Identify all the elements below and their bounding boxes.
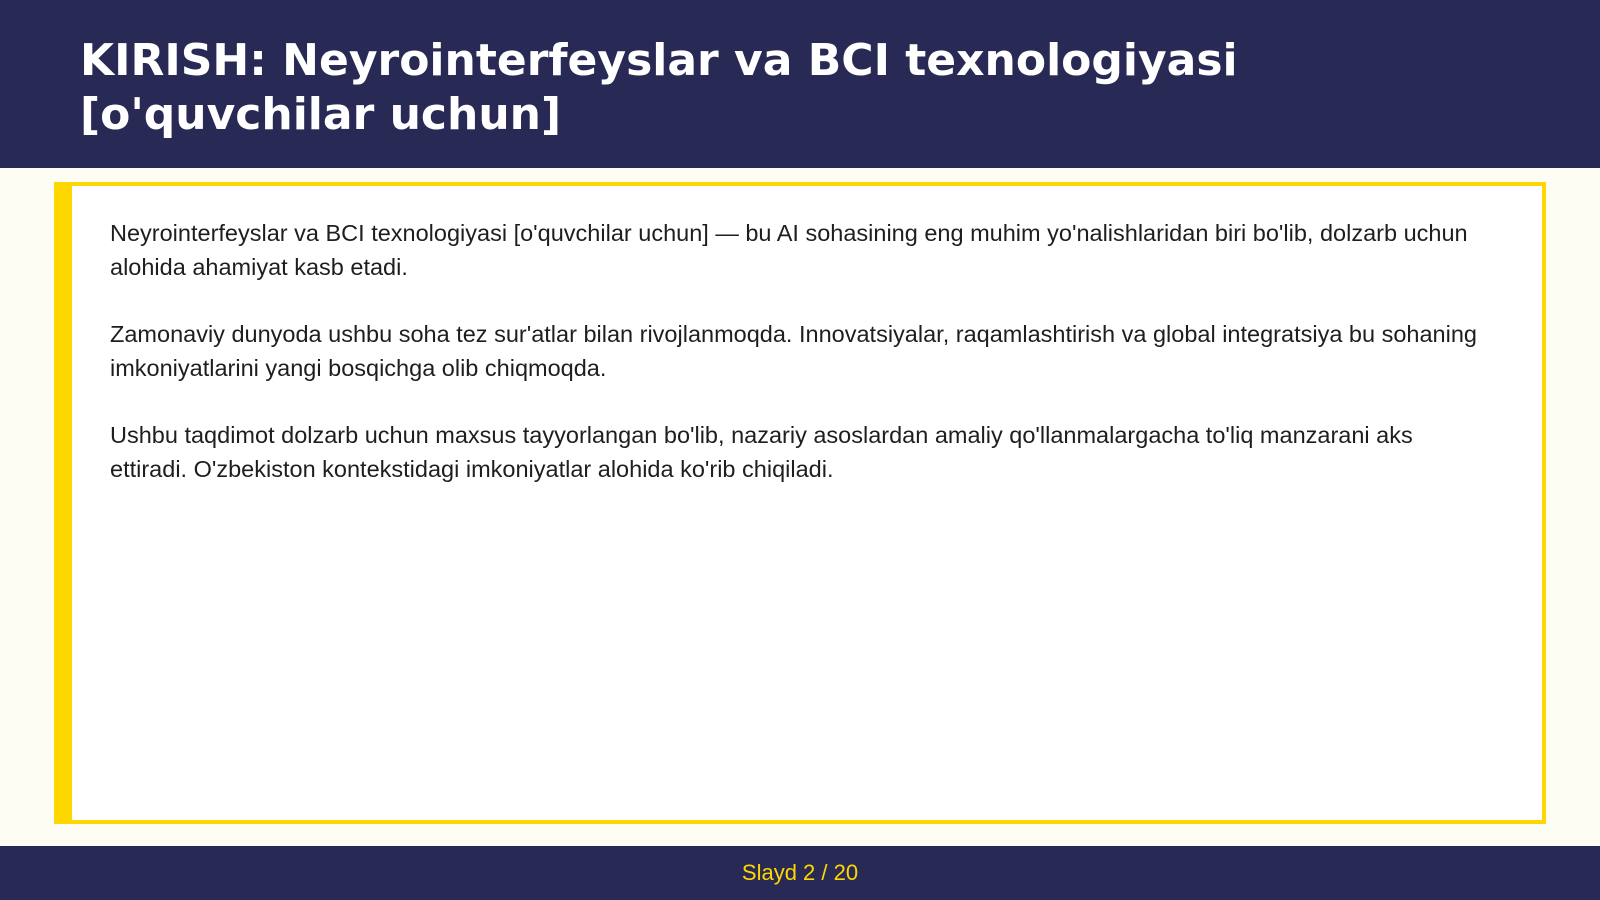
purpose-paragraph: Ushbu taqdimot dolzarb uchun maxsus tayyorlangan bo'lib, nazariy asoslardan amaliy qo'llanmalargacha to'liq manzarani aks ettiradi. O'zbekiston kontekstidagi imkoniyatlar alohida ko'rib chiqiladi. [110,422,1413,482]
slide-header [0,0,1600,168]
slide-footer [0,846,1600,900]
slide-title: KIRISH: Neyrointerfeyslar va BCI texnologiyasi [o'quvchilar uchun] [80,35,1238,140]
content-card [54,182,1546,824]
intro-paragraph: Neyrointerfeyslar va BCI texnologiyasi [o'quvchilar uchun] — bu AI sohasining eng muhim yo'nalishlaridan biri bo'lib, dolzarb uchun alohida ahamiyat kasb etadi. [110,220,1468,280]
slide-counter: Slayd 2 / 20 [741,860,859,885]
context-paragraph: Zamonaviy dunyoda ushbu soha tez sur'atlar bilan rivojlanmoqda. Innovatsiyalar, raqamlashtirish va global integratsiya bu sohaning imkoniyatlarini yangi bosqichga olib chiqmoqda. [110,321,1477,381]
